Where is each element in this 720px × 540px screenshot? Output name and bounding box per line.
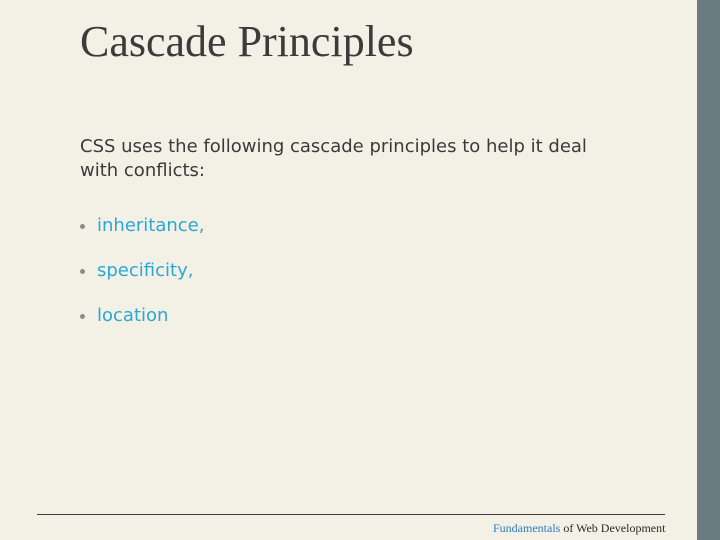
bullet-list <box>80 203 204 338</box>
footer-divider <box>37 514 665 515</box>
bullet-dot-icon <box>80 314 85 319</box>
footer-rest-text: of Web Development <box>560 521 666 535</box>
slide-title: Cascade Principles <box>80 17 414 66</box>
bullet-item-specificity <box>80 248 204 293</box>
bullet-text: inheritance, <box>97 215 205 236</box>
footer-accent-text: Fundamentals <box>493 521 561 535</box>
bullet-dot-icon <box>80 224 85 229</box>
bullet-item-location <box>80 293 204 338</box>
right-accent-bar <box>697 0 720 540</box>
bullet-item-inheritance <box>80 203 204 248</box>
bullet-dot-icon <box>80 269 85 274</box>
intro-text: CSS uses the following cascade principles to help it deal with conflicts: <box>80 136 587 181</box>
slide-footer <box>493 520 665 536</box>
bullet-text: specificity, <box>97 260 194 281</box>
bullet-text: location <box>97 305 169 326</box>
